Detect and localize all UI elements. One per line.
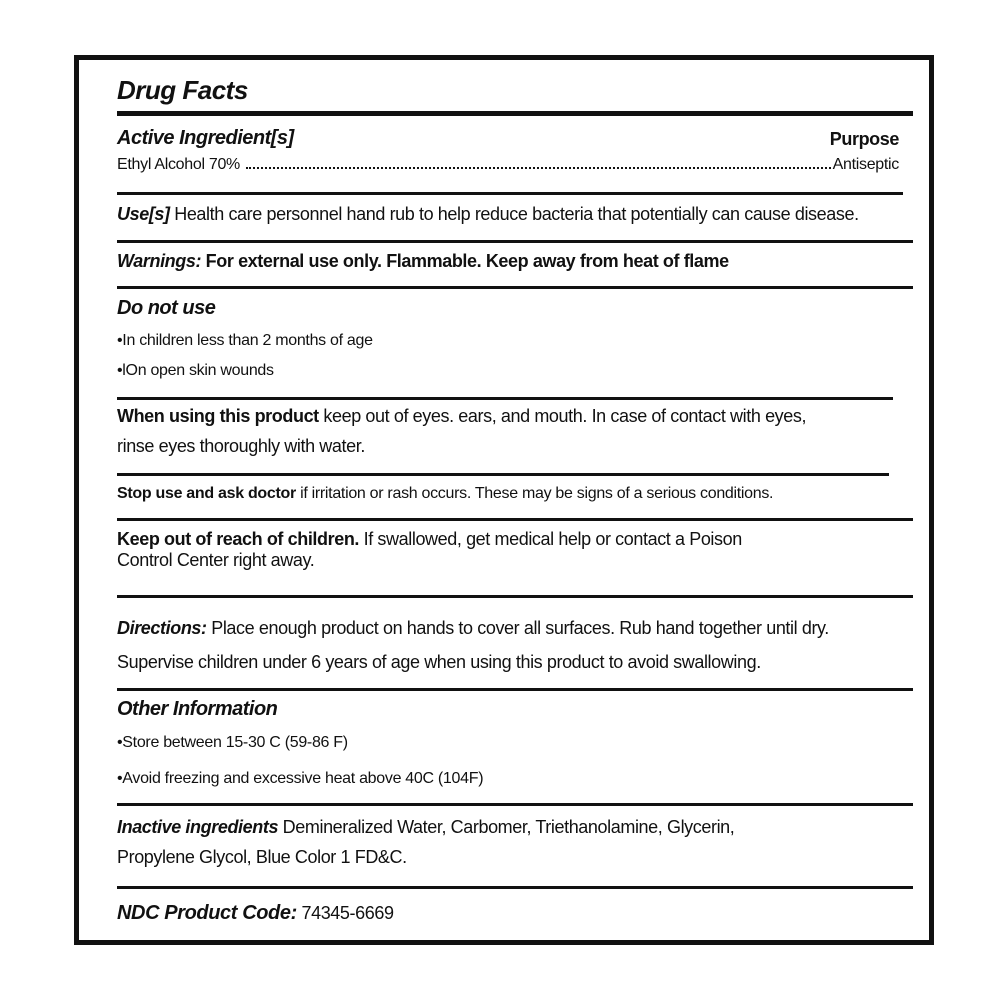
ndc-section [117, 902, 394, 924]
do-not-use-heading: Do not use [117, 297, 216, 319]
inactive-text-1: Demineralized Water, Carbomer, Triethanolamine, Glycerin, [278, 817, 735, 837]
uses-divider [117, 240, 913, 243]
do-not-use-divider [117, 397, 893, 400]
warnings-heading: Warnings: [117, 251, 202, 271]
active-divider [117, 192, 903, 195]
directions-text-1: Place enough product on hands to cover all surfaces. Rub hand together until dry. [206, 618, 829, 638]
other-info-heading: Other Information [117, 698, 278, 720]
do-not-use-item-1: •In children less than 2 months of age [117, 332, 373, 349]
keep-out-text-2: Control Center right away. [117, 550, 315, 570]
warnings-text: For external use only. Flammable. Keep away from heat of flame [201, 251, 729, 271]
uses-section [117, 205, 859, 225]
active-ingredient-heading: Active Ingredient[s] [117, 127, 294, 149]
when-using-divider [117, 473, 889, 476]
do-not-use-item-2: •lOn open skin wounds [117, 362, 274, 379]
other-info-item-2: •Avoid freezing and excessive heat above 40C (104F) [117, 770, 484, 787]
keep-out-text-1: If swallowed, get medical help or contact a Poison [359, 529, 742, 549]
active-ingredient-name: Ethyl Alcohol 70% [117, 156, 240, 173]
stop-use-section [117, 485, 773, 503]
uses-text: Health care personnel hand rub to help reduce bacteria that potentially can cause disease. [169, 204, 859, 224]
panel-title: Drug Facts [117, 75, 248, 105]
other-info-divider [117, 803, 913, 806]
when-using-text-1: keep out of eyes. ears, and mouth. In case of contact with eyes, [318, 406, 807, 426]
when-using-heading: When using this product [117, 406, 319, 426]
keep-out-line-1 [117, 530, 742, 550]
active-ingredient-purpose: Antiseptic [832, 156, 899, 173]
purpose-heading: Purpose [829, 129, 899, 149]
other-info-item-1: •Store between 15-30 C (59-86 F) [117, 734, 348, 751]
uses-heading: Use[s] [117, 204, 170, 224]
keep-out-divider [117, 595, 913, 598]
dot-leader [246, 167, 831, 169]
warnings-section [117, 252, 729, 272]
directions-text-2: Supervise children under 6 years of age when using this product to avoid swallowing. [117, 652, 761, 672]
stop-use-text: if irritation or rash occurs. These may be signs of a serious conditions. [295, 485, 774, 502]
ndc-code: 74345-6669 [296, 903, 394, 923]
keep-out-heading: Keep out of reach of children. [117, 529, 360, 549]
inactive-divider [117, 886, 913, 889]
warnings-divider [117, 286, 913, 289]
ndc-heading: NDC Product Code: [117, 902, 297, 924]
inactive-line-1 [117, 818, 734, 838]
stop-use-divider [117, 518, 913, 521]
active-ingredient-row [117, 156, 899, 174]
directions-divider [117, 688, 913, 691]
stop-use-heading: Stop use and ask doctor [117, 485, 296, 502]
when-using-text-2: rinse eyes thoroughly with water. [117, 436, 365, 456]
inactive-heading: Inactive ingredients [117, 817, 279, 837]
inactive-text-2: Propylene Glycol, Blue Color 1 FD&C. [117, 847, 407, 867]
drug-facts-panel [74, 55, 934, 945]
when-using-line-1 [117, 407, 806, 427]
directions-heading: Directions: [117, 618, 207, 638]
title-divider [117, 111, 913, 116]
directions-line-1 [117, 619, 829, 639]
